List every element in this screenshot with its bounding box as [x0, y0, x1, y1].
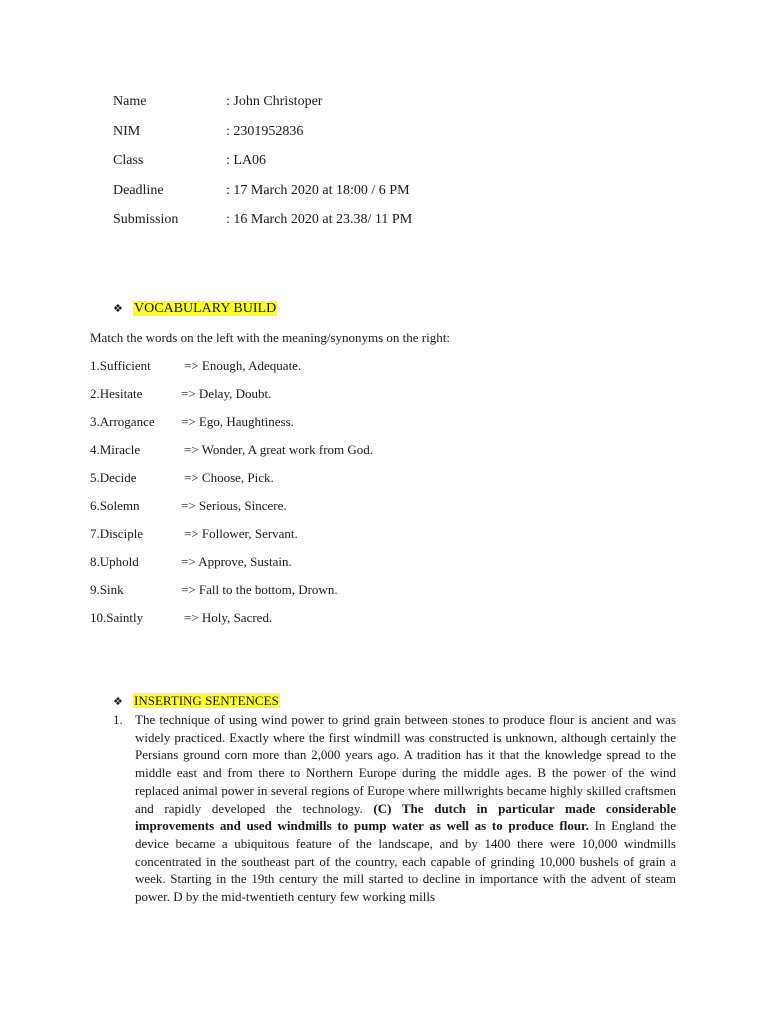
info-value: : 16 March 2020 at 23.38/ 11 PM — [226, 212, 413, 227]
info-label: Class — [113, 153, 144, 168]
diamond-bullet-icon: ❖ — [113, 695, 123, 708]
passage-text-bold: (C) The dutch in particular made considerable improvements and used windmills to pump water as well as to produce flour. — [135, 800, 676, 834]
vocab-meaning: => Delay, Doubt. — [181, 386, 272, 401]
vocab-word: 3.Arrogance — [90, 414, 155, 429]
paragraph-number: 1. — [113, 712, 123, 727]
vocab-word: 2.Hesitate — [90, 386, 143, 401]
vocab-meaning: => Approve, Sustain. — [181, 554, 292, 569]
vocab-word: 10.Saintly — [90, 610, 144, 625]
vocabulary-heading — [113, 300, 277, 318]
vocab-word: 5.Decide — [90, 470, 137, 485]
vocab-word: 9.Sink — [90, 582, 124, 597]
info-label: NIM — [113, 123, 141, 139]
inserting-heading-text: INSERTING SENTENCES — [134, 693, 279, 708]
passage-paragraph — [135, 711, 676, 906]
info-value: : John Christoper — [226, 94, 323, 109]
vocab-meaning: => Ego, Haughtiness. — [181, 414, 294, 429]
info-value: : 17 March 2020 at 18:00 / 6 PM — [226, 182, 410, 198]
vocab-word: 6.Solemn — [90, 498, 140, 513]
passage-text-before: The technique of using wind power to grind grain between stones to produce flour is ancient and was widely practiced. Exactly where the first windmill was constructed is unknown, although certainly the Persians ground corn more than 2,000 years ago. A tradition has it that the knowledge spread to the middle east and from there to Northern Europe during the middle ages. B the power of the wind replaced animal power in several regions of Europe where millwrights became highly skilled craftsmen and rapidly developed the technology. — [135, 712, 676, 816]
info-label: Name — [113, 94, 147, 109]
vocab-word: 4.Miracle — [90, 442, 141, 457]
info-value: : LA06 — [226, 153, 267, 168]
vocabulary-instruction: Match the words on the left with the meaning/synonyms on the right: — [90, 330, 450, 345]
diamond-bullet-icon: ❖ — [113, 302, 123, 315]
vocab-meaning: => Fall to the bottom, Drown. — [181, 582, 338, 597]
passage-text-after: In England the device became a ubiquitous feature of the landscape, and by 1400 there were 10,000 windmills concentrated in the southeast part of the country, each capable of grinding 10,000 bushels of grain a week. Starting in the 19th century the mill started to decline in importance with the advent of steam power. D by the mid-twentieth century few working mills — [135, 818, 676, 905]
vocab-meaning: => Wonder, A great work from God. — [184, 442, 374, 457]
info-value: : 2301952836 — [226, 123, 304, 139]
vocab-word: 8.Uphold — [90, 554, 139, 569]
inserting-heading — [113, 692, 280, 711]
vocabulary-heading-text: VOCABULARY BUILD — [134, 301, 277, 316]
vocab-meaning: => Enough, Adequate. — [184, 358, 302, 373]
info-label: Submission — [113, 212, 179, 227]
info-label: Deadline — [113, 182, 164, 198]
vocab-word: 7.Disciple — [90, 526, 144, 541]
vocab-meaning: => Follower, Servant. — [184, 526, 298, 541]
vocab-meaning: => Holy, Sacred. — [184, 610, 273, 625]
vocab-word: 1.Sufficient — [90, 358, 151, 373]
vocab-meaning: => Serious, Sincere. — [181, 498, 287, 513]
vocab-meaning: => Choose, Pick. — [184, 470, 274, 485]
